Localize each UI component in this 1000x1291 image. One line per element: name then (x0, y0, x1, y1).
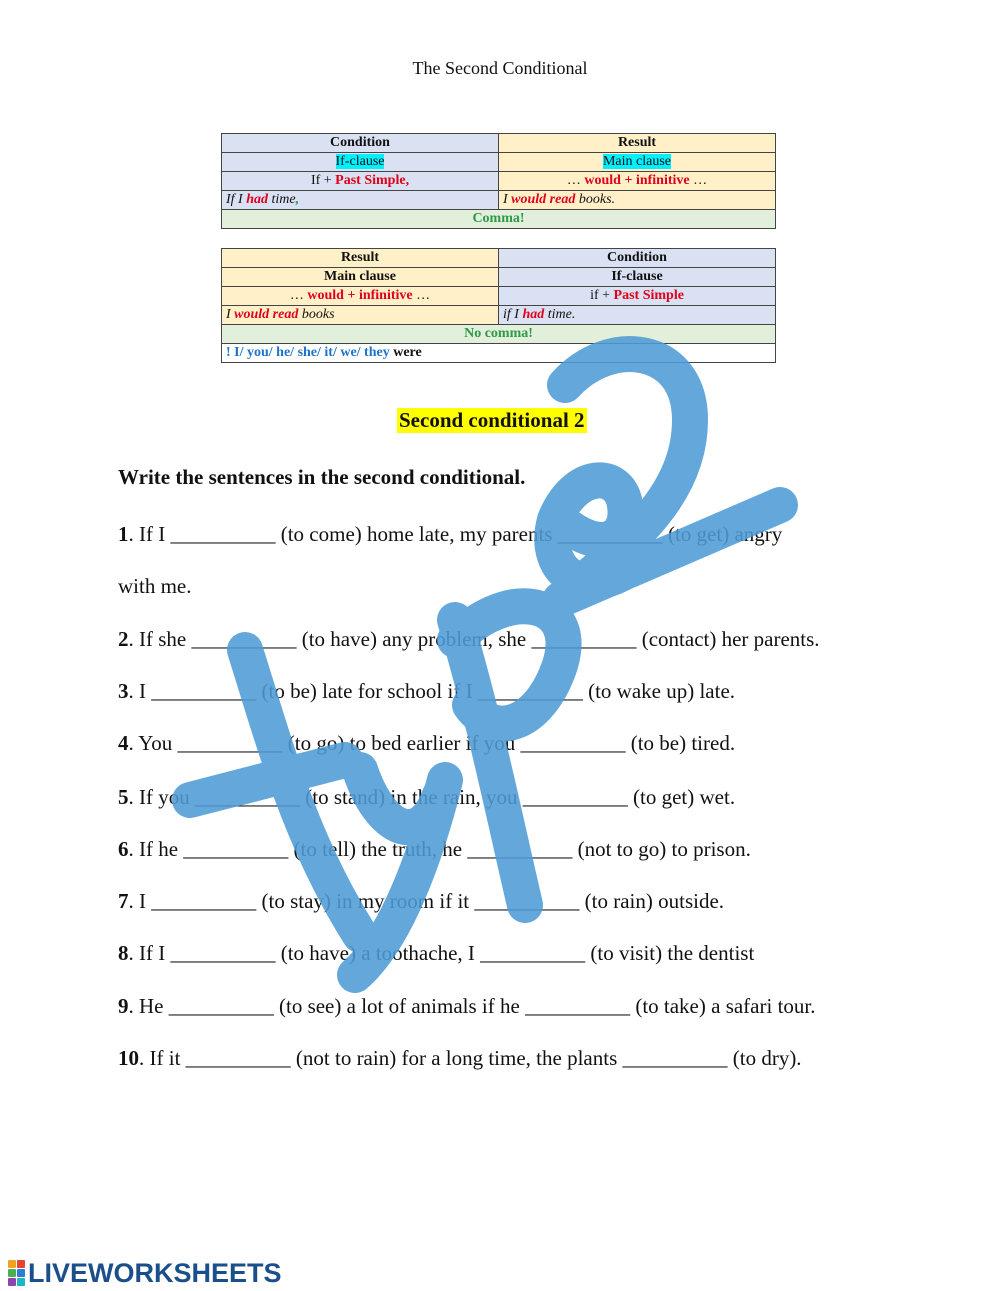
grammar-table-no-comma (221, 248, 776, 363)
condition-formula: if + Past Simple (499, 287, 776, 306)
condition-example: if I had time. (499, 306, 776, 325)
header-condition: Condition (222, 134, 499, 153)
result-formula: … would + infinitive … (222, 287, 499, 306)
header-condition: Condition (499, 249, 776, 268)
were-note: ! I/ you/ he/ she/ it/ we/ they were (222, 344, 776, 363)
main-clause-label: Main clause (222, 268, 499, 287)
liveworksheets-logo-icon (8, 1260, 25, 1286)
result-formula: … would + infinitive … (499, 172, 776, 191)
result-example: I would read books. (499, 191, 776, 210)
header-result: Result (222, 249, 499, 268)
main-clause-label: Main clause (602, 154, 672, 169)
exercise-line: 6. If he __________ (to tell) the truth, he __________ (not to go) to prison. (118, 837, 751, 861)
grammar-table-comma (221, 133, 776, 229)
exercise-line: with me. (118, 574, 192, 598)
if-clause-label: If-clause (499, 268, 776, 287)
exercise-line: 9. He __________ (to see) a lot of animals if he __________ (to take) a safari tour. (118, 994, 816, 1018)
exercise-line: 2. If she __________ (to have) any problem, she __________ (contact) her parents. (118, 627, 820, 651)
condition-formula: If + Past Simple, (222, 172, 499, 191)
exercise-line: 4. You __________ (to go) to bed earlier if you __________ (to be) tired. (118, 731, 736, 755)
section-title: Second conditional 2 (399, 408, 585, 432)
no-comma-note: No comma! (222, 325, 776, 344)
exercise-line: 3. I __________ (to be) late for school if I __________ (to wake up) late. (118, 679, 736, 703)
if-clause-label: If-clause (335, 154, 385, 169)
condition-example: If I had time, (222, 191, 499, 210)
exercise-line: 10. If it __________ (not to rain) for a long time, the plants __________ (to dry). (118, 1046, 802, 1070)
exercise-line: 7. I __________ (to stay) in my room if it __________ (to rain) outside. (118, 889, 725, 913)
instruction: Write the sentences in the second conditional. (118, 465, 526, 489)
liveworksheets-logo[interactable] (8, 1258, 282, 1288)
comma-note: Comma! (222, 210, 776, 229)
result-example: I would read books (222, 306, 499, 325)
exercise-line: 1. If I __________ (to come) home late, my parents __________ (to get) angry (118, 522, 783, 546)
if-clause-cell (222, 153, 499, 172)
exercise-line: 8. If I __________ (to have) a toothache, I __________ (to visit) the dentist (118, 941, 755, 965)
exercise-line: 5. If you __________ (to stand) in the rain, you __________ (to get) wet. (118, 785, 736, 809)
logo-text: LIVEWORKSHEETS (28, 1257, 282, 1288)
document-title: The Second Conditional (412, 58, 588, 78)
main-clause-cell (499, 153, 776, 172)
header-result: Result (499, 134, 776, 153)
